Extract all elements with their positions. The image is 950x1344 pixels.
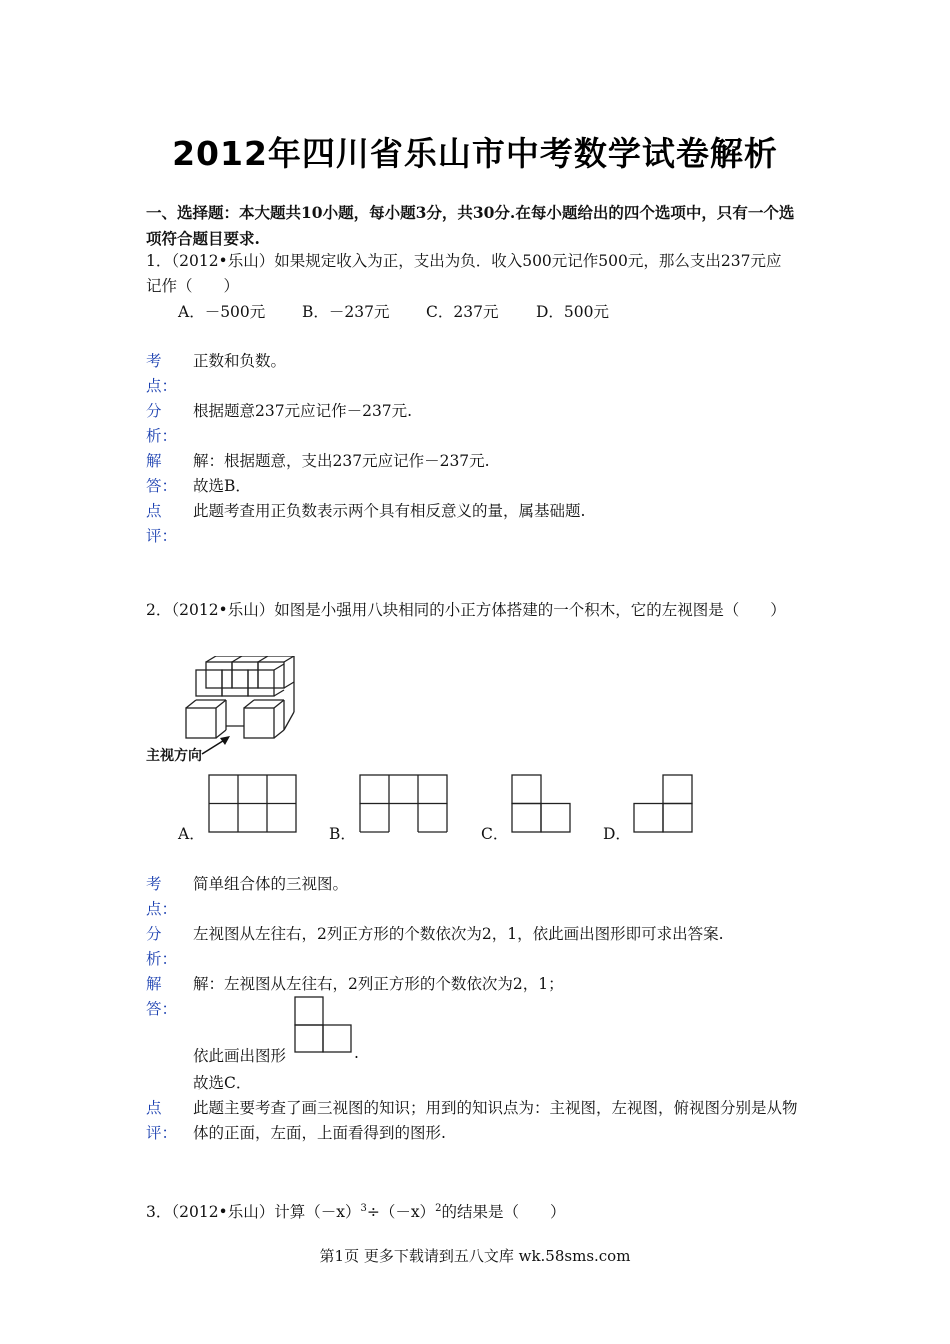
q1-option-c: C．237元 — [426, 303, 499, 321]
q1-dianping: 此题考查用正负数表示两个具有相反意义的量，属基础题. — [193, 502, 586, 520]
page-title: 2012年四川省乐山市中考数学试卷解析 — [172, 134, 778, 173]
q2-answer-figure — [294, 996, 354, 1054]
q2-jieda-line3: 故选C． — [193, 1074, 252, 1092]
view-direction-label: 主视方向 — [146, 748, 202, 764]
q2-fenxi: 左视图从左往右，2列正方形的个数依次为2，1，依此画出图形即可求出答案. — [193, 925, 724, 943]
q1-label-kaodian: 考 点： — [146, 352, 178, 395]
q1-fenxi: 根据题意237元应记作－237元. — [193, 402, 413, 420]
q2-option-d-figure — [633, 774, 693, 834]
q2-option-d-label: D． — [603, 825, 631, 843]
view-direction-arrow — [200, 734, 232, 756]
q2-label-jieda: 解 答： — [146, 975, 178, 1018]
q3-stem: 3．（2012•乐山）计算$(-x)^3\div(-x)^2$的结果是（ ） — [146, 1203, 566, 1222]
cube-figure — [180, 656, 300, 742]
q1-kaodian: 正数和负数。 — [193, 352, 287, 370]
q2-kaodian: 简单组合体的三视图。 — [193, 875, 349, 893]
q1-label-dianping: 点 评： — [146, 502, 178, 545]
q2-option-b-label: B． — [329, 825, 356, 843]
q1-option-b: B．－237元 — [302, 303, 390, 321]
q1-label-jieda: 解 答： — [146, 452, 178, 495]
q1-stem: 1．（2012•乐山）如果规定收入为正，支出为负．收入500元记作500元，那么支出237元应记作（ ） — [146, 252, 782, 295]
q2-label-dianping: 点 评： — [146, 1099, 178, 1142]
q2-jieda-line2: 依此画出图形 — [193, 1047, 287, 1065]
q2-jieda-line1: 解：左视图从左往右，2列正方形的个数依次为2，1； — [193, 975, 564, 993]
q1-label-fenxi: 分 析： — [146, 402, 178, 445]
page-footer: 第1页 更多下载请到五八文库 wk.58sms.com — [319, 1247, 631, 1265]
q1-option-d: D．500元 — [536, 303, 610, 321]
q2-jieda-period: . — [354, 1044, 359, 1062]
q2-option-b-figure — [359, 774, 448, 834]
q2-option-a-figure — [208, 774, 297, 834]
q2-option-c-label: C． — [481, 825, 509, 843]
q2-option-c-figure — [511, 774, 571, 834]
q1-option-a: A．－500元 — [178, 303, 266, 321]
q2-option-a-label: A． — [178, 825, 205, 843]
q1-options — [178, 300, 609, 322]
q2-dianping: 此题主要考查了画三视图的知识；用到的知识点为：主视图，左视图，俯视图分别是从物体的正面，左面，上面看得到的图形. — [193, 1099, 798, 1142]
section-heading: 一、选择题：本大题共10小题，每小题3分，共30分.在每小题给出的四个选项中，只有一个选项符合题目要求. — [146, 203, 795, 248]
q1-jieda: 解：根据题意，支出237元应记作－237元. 故选B． — [193, 452, 490, 495]
q2-label-kaodian: 考 点： — [146, 875, 178, 918]
q2-label-fenxi: 分 析： — [146, 925, 178, 968]
q2-stem: 2．（2012•乐山）如图是小强用八块相同的小正方体搭建的一个积木，它的左视图是（ ） — [146, 601, 786, 619]
